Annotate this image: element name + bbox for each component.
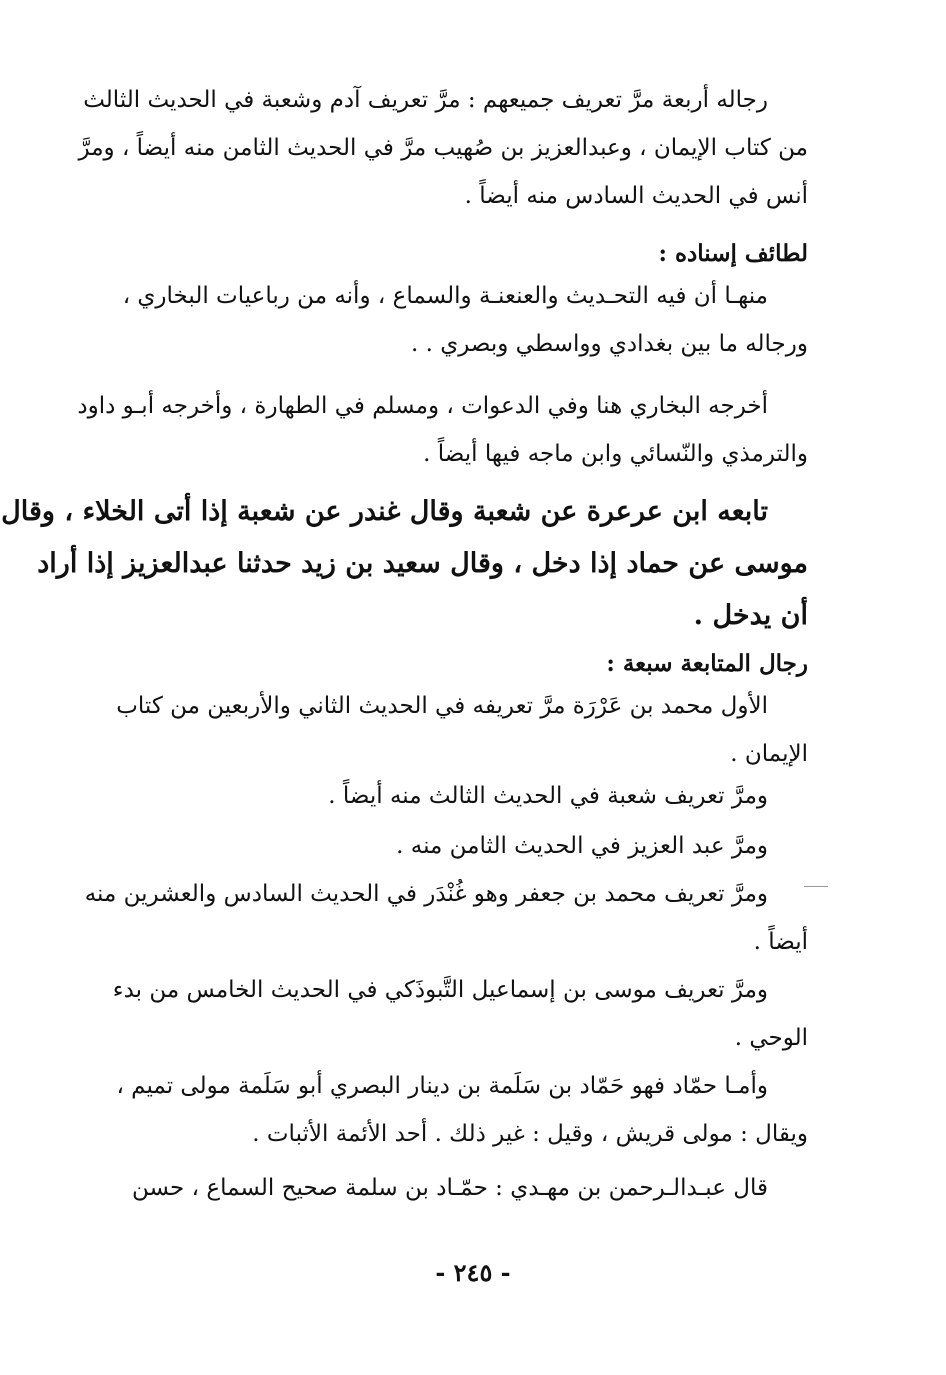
paragraph-mutabaa [1,486,808,642]
text-line: رجاله أربعة مرَّ تعريف جميعهم : مرَّ تعريف آدم وشعبة في الحديث الثالث [83,87,768,113]
text-line: منهـا أن فيه التحـديث والعنعنـة والسماع ، وأنه من رباعيات البخاري ، [122,283,768,309]
text-line: موسى عن حماد إذا دخل ، وقال سعيد بن زيد حدثنا عبدالعزيز إذا أراد [37,548,808,579]
page-number: - ٢٤٥ - [435,1258,511,1287]
paragraph-musa [112,966,808,1062]
text-line: ورجاله ما بين بغدادي وواسطي وبصري . . [410,331,808,357]
text-line: ومرَّ عبد العزيز في الحديث الثامن منه . [396,833,768,859]
paragraph-abdulaziz [132,822,808,870]
text-line: أيضاً . [753,929,808,955]
text-line: قال عبـدالـرحمن بن مهـدي : حمّـاد بن سلمة صحيح السماع ، حسن [132,1175,768,1201]
text-line: أن يدخل . [693,600,808,631]
text-line: تابعه ابن عرعرة عن شعبة وقال غندر عن شعبة إذا أتى الخلاء ، وقال [1,496,768,527]
paragraph-hammad [116,1062,808,1158]
text-line: ومرَّ تعريف موسى بن إسماعيل التَّبوذَكي في الحديث الخامس من بدء [112,977,768,1003]
text-line: ومرَّ تعريف محمد بن جعفر وهو غُنْدَر في الحديث السادس والعشرين منه [84,881,768,907]
text-line: من كتاب الإيمان ، وعبدالعزيز بن صُهيب مرَّ في الحديث الثامن منه أيضاً ، ومرَّ [78,135,808,161]
section-heading-isnad: لطائف إسناده : [658,240,808,267]
paragraph-ibn-mahdi [132,1164,808,1212]
text-line: الوحي . [734,1025,808,1051]
text-line: أخرجه البخاري هنا وفي الدعوات ، ومسلم في الطهارة ، وأخرجه أبـو داود [77,393,768,419]
paragraph-ghundar [84,870,808,966]
paragraph-first-narrator [116,682,808,778]
text-line: ومرَّ تعريف شعبة في الحديث الثالث منه أيضاً . [328,783,768,809]
paragraph-shuba [132,772,808,820]
text-line: أنس في الحديث السادس منه أيضاً . [464,183,808,209]
text-line: الإيمان . [730,741,808,767]
text-line: والترمذي والنّسائي وابن ماجه فيها أيضاً . [423,441,808,467]
paragraph-takhrij [77,382,808,478]
margin-mark [804,886,828,887]
text-line: ويقال : مولى قريش ، وقيل : غير ذلك . أحد الأئمة الأثبات . [252,1121,808,1147]
paragraph-isnad [122,272,808,368]
paragraph-narrators [78,76,808,220]
text-line: وأمـا حمّاد فهو حَمّاد بن سَلَمة بن دينار البصري أبو سَلَمة مولى تميم ، [116,1073,768,1099]
text-line: الأول محمد بن عَرْرَة مرَّ تعريفه في الحديث الثاني والأربعين من كتاب [116,693,768,719]
section-heading-mutabaa-narrators: رجال المتابعة سبعة : [606,650,808,677]
